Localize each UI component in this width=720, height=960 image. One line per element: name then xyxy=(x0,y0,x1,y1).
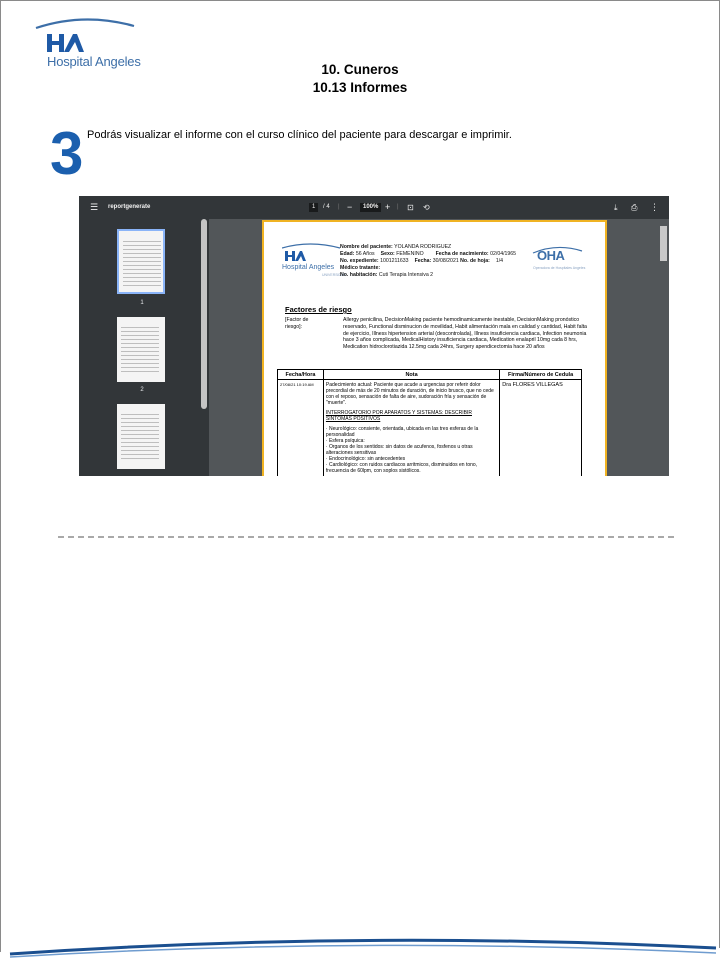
ha-monogram-icon xyxy=(47,32,87,54)
note-signature: Dra FLORES VILLEGAS xyxy=(500,380,582,477)
thumbnail-label: 2 xyxy=(140,387,144,393)
note-line: · Neurológico: consiente, orientada, ubicada en las tres esferas de la personalidad xyxy=(325,426,479,438)
section-title: 10. Cuneros xyxy=(321,62,399,77)
note-content xyxy=(323,380,499,477)
risk-factors-text: Allergy penicilina, DecisionMaking paciente hemodinamicamente inestable, DecisionMaking pronóstico reservado, Functional disminucion de movilidad, Habit alimentación mala en calidad y cantidad, Habit falta de ejercicio, Illness hipertension arterial (descontrolada), Illness insuficiencia cardiaca, Infection neumonia hace 3 años complicada, MedicalHistory insuficiencia cardiaca, Medication enalapril 10mg cada 8 hrs, Medication hidroclorotiazida 12.5mg cada 24hrs, Surgery apendicectomia hace 20 años xyxy=(343,317,587,351)
subsection-title: 10.13 Informes xyxy=(312,80,408,95)
print-icon[interactable]: ⎙ xyxy=(631,203,638,212)
risk-factor-label: [Factor de riesgo]: xyxy=(285,317,309,330)
thumbnail-label: 1 xyxy=(140,300,144,306)
menu-icon[interactable]: ☰ xyxy=(90,202,99,212)
document-page-highlighted xyxy=(262,220,607,476)
table-row xyxy=(278,380,582,477)
clinical-notes-table xyxy=(277,369,582,476)
toolbar-divider: | xyxy=(338,204,340,210)
document-logo-left xyxy=(282,242,346,277)
pdf-toolbar xyxy=(79,196,669,219)
note-heading: INTERROGATORIO POR APARATOS Y SISTEMAS: DESCRIBIR SINTOMAS POSITIVOS xyxy=(325,410,472,422)
zoom-out-icon[interactable]: − xyxy=(347,202,353,212)
note-line: · Esfera psíquica: xyxy=(325,438,365,444)
column-header: Firma/Número de Cedula xyxy=(500,370,582,380)
thumbnail-sidebar xyxy=(79,219,209,476)
dashed-divider xyxy=(58,536,674,538)
note-intro: Padecimiento actual: Paciente que acude a urgencias por referir dolor precordial de más de 20 minutos de duración, de inicio brusco, que no cede con el reposo, sensación de falta de aire, sudoración fría y sensación de "muerte". xyxy=(325,382,494,406)
column-header: Fecha/Hora xyxy=(278,370,324,380)
oha-logo-text: OHA xyxy=(537,248,565,263)
note-line: · Organos de los sentidos: sin datos de acufenos, fosfenos u otras alteraciones sensitivas xyxy=(325,444,473,456)
document-logo-right xyxy=(532,242,586,270)
download-icon[interactable]: ⤓ xyxy=(614,203,618,212)
logo-text: Hospital Angeles xyxy=(47,54,141,69)
pdf-document-title: reportgenerate xyxy=(108,204,151,210)
zoom-in-icon[interactable]: + xyxy=(385,202,391,212)
risk-factors-title: Factores de riesgo xyxy=(285,305,352,314)
fit-page-icon[interactable]: ⊡ xyxy=(407,203,414,212)
patient-name: YOLANDA RODRIGUEZ xyxy=(394,244,452,250)
footer-wave-icon xyxy=(0,920,720,960)
note-date: 27/08/21 10:19 AM xyxy=(278,380,324,477)
page-thumbnail-1[interactable] xyxy=(117,229,165,294)
thumbnail-scrollbar[interactable] xyxy=(201,219,207,409)
rotate-icon[interactable]: ⟲ xyxy=(423,203,430,212)
section-titles xyxy=(0,61,720,97)
page-total: / 4 xyxy=(323,204,330,210)
note-line: · Endocrinológico: sin antecedentes xyxy=(325,456,406,462)
document-scrollbar[interactable] xyxy=(660,226,667,261)
step-number: 3 xyxy=(50,120,82,187)
document-logo-subtext: UNIVERSIDAD xyxy=(322,273,346,277)
column-header: Nota xyxy=(323,370,499,380)
zoom-level-input[interactable]: 100% xyxy=(360,203,381,212)
document-logo-text: Hospital Angeles xyxy=(282,264,335,271)
note-line: · Cardiológico: con ruidos cardiacos arritmicos, disminuidos en tono, frecuencia de 60lpm, con soplos sistólicos. xyxy=(325,462,478,474)
oha-logo-subtext: Operadora de Hospitales Angeles xyxy=(533,266,586,270)
step-instruction: Podrás visualizar el informe con el curso clínico del paciente para descargar e imprimir. xyxy=(87,129,512,141)
page-thumbnail-2[interactable] xyxy=(117,317,165,382)
logo-arc-icon xyxy=(34,14,138,34)
table-header-row xyxy=(278,370,582,380)
pdf-viewer-screenshot xyxy=(79,196,669,476)
patient-info: Nombre del paciente: YOLANDA RODRIGUEZ Edad: 56 Años Sexo: FEMENINO Fecha de nacimiento: 02/04/1965 No. expediente: 1001211633 Fecha: 30/08/2021 No. de hoja: 1/4 Médico tratante: No. habitación: Cuti Terapia Intensiva 2 xyxy=(340,244,517,278)
document-ha-logo-icon xyxy=(282,242,342,264)
toolbar-divider: | xyxy=(397,204,399,210)
page-thumbnail-3[interactable] xyxy=(117,404,165,469)
more-options-icon[interactable]: ⋮ xyxy=(650,202,659,212)
page-number-input[interactable]: 1 xyxy=(309,203,318,212)
